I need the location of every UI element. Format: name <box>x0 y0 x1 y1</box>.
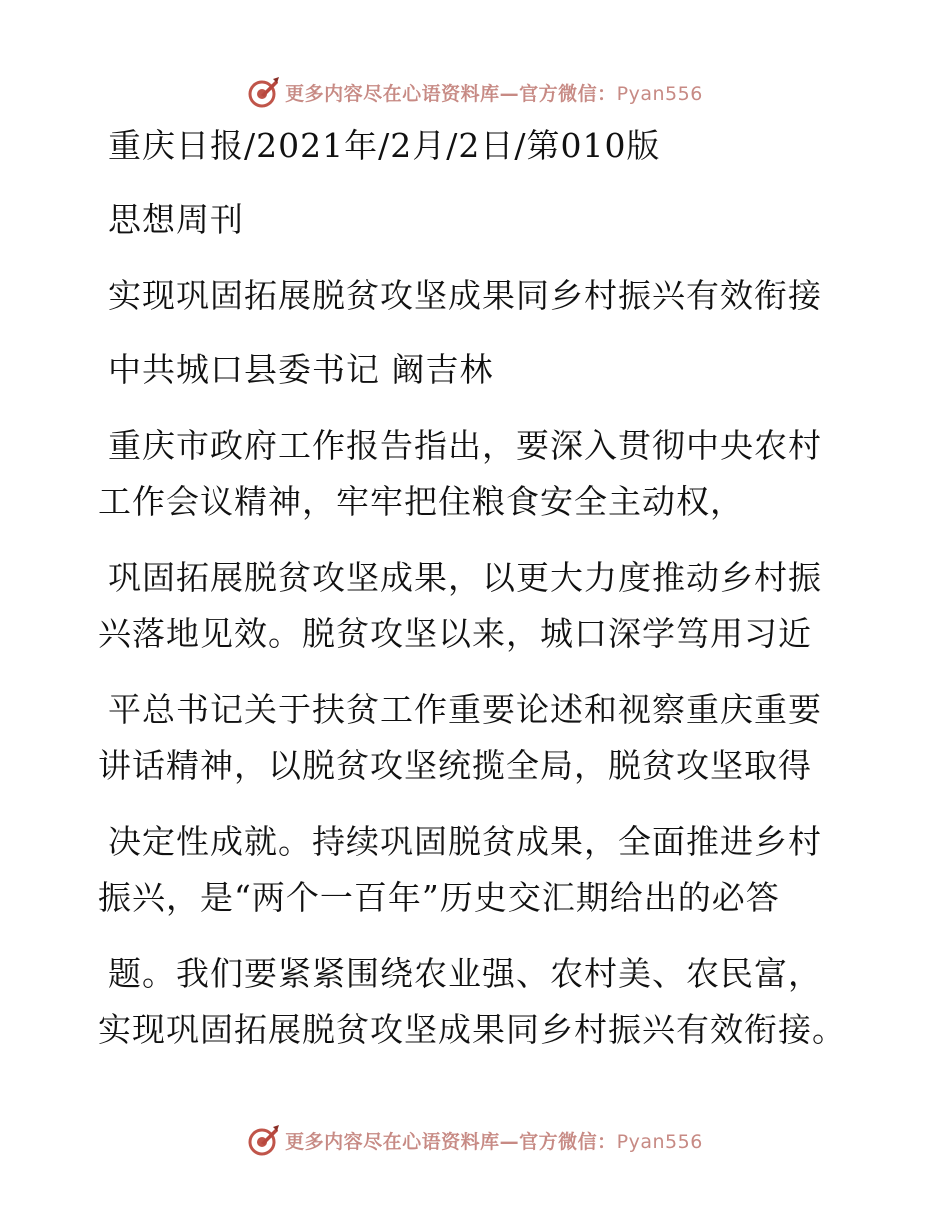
watermark-label: 更多内容尽在心语资料库—官方微信： <box>285 1130 617 1153</box>
article-author: 中共城口县委书记 阚吉林 <box>108 350 494 389</box>
watermark-label: 更多内容尽在心语资料库—官方微信： <box>285 82 617 105</box>
body-line: 讲话精神，以脱贫攻坚统揽全局，脱贫攻坚取得 <box>98 746 812 785</box>
watermark-id: Pyan556 <box>616 1130 703 1153</box>
article-title: 实现巩固拓展脱贫攻坚成果同乡村振兴有效衔接 <box>108 276 822 315</box>
newspaper-header: 重庆日报/2021年/2月/2日/第010版 <box>108 126 661 165</box>
watermark-text <box>285 1127 703 1154</box>
body-line: 决定性成就。持续巩固脱贫成果，全面推进乡村 <box>108 822 822 861</box>
watermark-text <box>285 79 703 106</box>
body-line: 平总书记关于扶贫工作重要论述和视察重庆重要 <box>108 690 822 729</box>
body-line: 巩固拓展脱贫攻坚成果，以更大力度推动乡村振 <box>108 558 822 597</box>
body-line: 工作会议精神，牢牢把住粮食安全主动权， <box>98 482 744 521</box>
quill-logo-icon <box>247 1123 281 1157</box>
body-line: 重庆市政府工作报告指出，要深入贯彻中央农村 <box>108 426 822 465</box>
body-line: 实现巩固拓展脱贫攻坚成果同乡村振兴有效衔接。 <box>98 1010 846 1049</box>
watermark-id: Pyan556 <box>616 82 703 105</box>
section-name: 思想周刊 <box>108 200 244 239</box>
body-line: 振兴，是“两个一百年”历史交汇期给出的必答 <box>98 878 780 917</box>
watermark-top <box>0 72 950 112</box>
body-line: 题。我们要紧紧围绕农业强、农村美、农民富， <box>108 954 822 993</box>
watermark-bottom <box>0 1120 950 1160</box>
quill-logo-icon <box>247 75 281 109</box>
body-line: 兴落地见效。脱贫攻坚以来，城口深学笃用习近 <box>98 614 812 653</box>
